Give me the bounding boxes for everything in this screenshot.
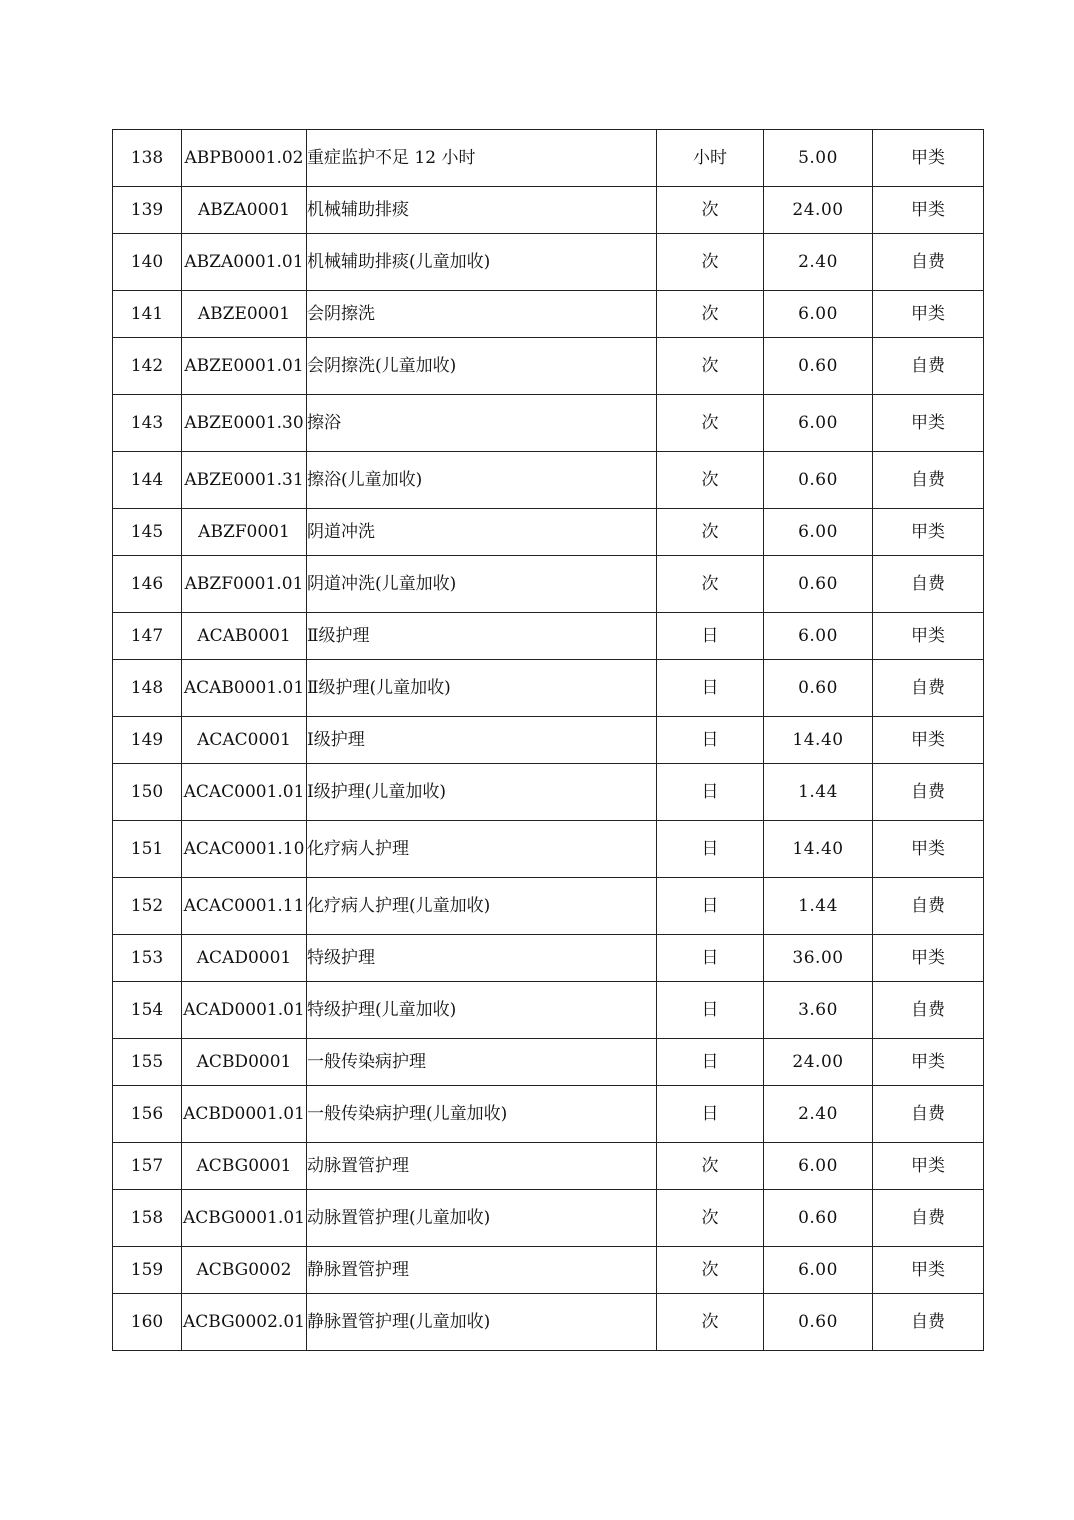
item-code-cell: ACAB0001 (182, 613, 307, 660)
item-code-cell: ABPB0001.02 (182, 130, 307, 187)
item-number-cell: 147 (113, 613, 182, 660)
fee-table-body (113, 130, 984, 1351)
table-row (113, 234, 984, 291)
item-unit-cell: 次 (657, 291, 764, 338)
item-price-cell: 0.60 (764, 1190, 873, 1247)
table-row (113, 1143, 984, 1190)
item-price-cell: 3.60 (764, 982, 873, 1039)
item-name-cell: 特级护理 (307, 935, 657, 982)
item-category-cell: 自费 (873, 338, 984, 395)
item-category-cell: 自费 (873, 1190, 984, 1247)
item-unit-cell: 次 (657, 234, 764, 291)
item-number-cell: 146 (113, 556, 182, 613)
item-price-cell: 36.00 (764, 935, 873, 982)
item-unit-cell: 日 (657, 764, 764, 821)
table-row (113, 452, 984, 509)
item-name-cell: 动脉置管护理 (307, 1143, 657, 1190)
item-number-cell: 159 (113, 1247, 182, 1294)
item-name-cell: 重症监护不足 12 小时 (307, 130, 657, 187)
item-name-cell: 特级护理(儿童加收) (307, 982, 657, 1039)
table-row (113, 764, 984, 821)
item-number-cell: 158 (113, 1190, 182, 1247)
item-number-cell: 151 (113, 821, 182, 878)
item-code-cell: ACAB0001.01 (182, 660, 307, 717)
item-code-cell: ABZA0001 (182, 187, 307, 234)
item-number-cell: 140 (113, 234, 182, 291)
table-row (113, 1086, 984, 1143)
table-row (113, 660, 984, 717)
item-price-cell: 6.00 (764, 1143, 873, 1190)
item-name-cell: Ⅱ级护理(儿童加收) (307, 660, 657, 717)
item-unit-cell: 次 (657, 187, 764, 234)
item-code-cell: ACAC0001.01 (182, 764, 307, 821)
table-row (113, 395, 984, 452)
item-code-cell: ACBD0001.01 (182, 1086, 307, 1143)
item-price-cell: 1.44 (764, 878, 873, 935)
table-row (113, 982, 984, 1039)
item-number-cell: 154 (113, 982, 182, 1039)
table-row (113, 1247, 984, 1294)
item-category-cell: 甲类 (873, 1247, 984, 1294)
item-category-cell: 甲类 (873, 935, 984, 982)
item-category-cell: 自费 (873, 234, 984, 291)
item-number-cell: 152 (113, 878, 182, 935)
item-name-cell: 静脉置管护理(儿童加收) (307, 1294, 657, 1351)
item-price-cell: 6.00 (764, 291, 873, 338)
table-row (113, 1039, 984, 1086)
table-row (113, 821, 984, 878)
item-category-cell: 自费 (873, 764, 984, 821)
item-price-cell: 0.60 (764, 660, 873, 717)
item-name-cell: 会阴擦洗 (307, 291, 657, 338)
item-unit-cell: 次 (657, 452, 764, 509)
item-number-cell: 148 (113, 660, 182, 717)
table-row (113, 717, 984, 764)
item-category-cell: 甲类 (873, 187, 984, 234)
item-price-cell: 24.00 (764, 1039, 873, 1086)
item-unit-cell: 日 (657, 613, 764, 660)
item-code-cell: ACBD0001 (182, 1039, 307, 1086)
item-unit-cell: 次 (657, 395, 764, 452)
item-number-cell: 144 (113, 452, 182, 509)
item-number-cell: 157 (113, 1143, 182, 1190)
item-unit-cell: 日 (657, 878, 764, 935)
item-number-cell: 150 (113, 764, 182, 821)
item-price-cell: 0.60 (764, 556, 873, 613)
table-row (113, 130, 984, 187)
item-number-cell: 138 (113, 130, 182, 187)
item-unit-cell: 日 (657, 821, 764, 878)
fee-table (112, 129, 984, 1351)
item-code-cell: ACAC0001.10 (182, 821, 307, 878)
item-name-cell: 静脉置管护理 (307, 1247, 657, 1294)
item-code-cell: ACAC0001.11 (182, 878, 307, 935)
item-price-cell: 6.00 (764, 509, 873, 556)
item-code-cell: ABZE0001.30 (182, 395, 307, 452)
item-number-cell: 160 (113, 1294, 182, 1351)
item-code-cell: ABZF0001 (182, 509, 307, 556)
item-category-cell: 自费 (873, 982, 984, 1039)
table-row (113, 878, 984, 935)
table-row (113, 613, 984, 660)
item-category-cell: 甲类 (873, 509, 984, 556)
item-category-cell: 甲类 (873, 395, 984, 452)
item-name-cell: 机械辅助排痰(儿童加收) (307, 234, 657, 291)
item-code-cell: ACAD0001.01 (182, 982, 307, 1039)
item-name-cell: 化疗病人护理(儿童加收) (307, 878, 657, 935)
item-name-cell: Ⅰ级护理(儿童加收) (307, 764, 657, 821)
item-number-cell: 142 (113, 338, 182, 395)
item-number-cell: 155 (113, 1039, 182, 1086)
item-unit-cell: 次 (657, 1190, 764, 1247)
item-number-cell: 156 (113, 1086, 182, 1143)
item-name-cell: 机械辅助排痰 (307, 187, 657, 234)
item-price-cell: 6.00 (764, 1247, 873, 1294)
item-price-cell: 2.40 (764, 1086, 873, 1143)
item-unit-cell: 次 (657, 1143, 764, 1190)
item-unit-cell: 次 (657, 1294, 764, 1351)
item-name-cell: 一般传染病护理 (307, 1039, 657, 1086)
item-price-cell: 14.40 (764, 821, 873, 878)
item-code-cell: ABZE0001.31 (182, 452, 307, 509)
item-number-cell: 149 (113, 717, 182, 764)
item-unit-cell: 日 (657, 717, 764, 764)
item-number-cell: 145 (113, 509, 182, 556)
item-unit-cell: 次 (657, 509, 764, 556)
item-category-cell: 甲类 (873, 1039, 984, 1086)
item-code-cell: ACAD0001 (182, 935, 307, 982)
table-row (113, 291, 984, 338)
item-category-cell: 甲类 (873, 291, 984, 338)
item-price-cell: 6.00 (764, 613, 873, 660)
item-code-cell: ACBG0002.01 (182, 1294, 307, 1351)
item-code-cell: ACBG0001 (182, 1143, 307, 1190)
item-code-cell: ACAC0001 (182, 717, 307, 764)
item-category-cell: 自费 (873, 452, 984, 509)
table-row (113, 1294, 984, 1351)
item-unit-cell: 日 (657, 660, 764, 717)
item-category-cell: 自费 (873, 878, 984, 935)
item-name-cell: 擦浴(儿童加收) (307, 452, 657, 509)
item-number-cell: 139 (113, 187, 182, 234)
item-category-cell: 自费 (873, 1294, 984, 1351)
item-category-cell: 自费 (873, 660, 984, 717)
table-row (113, 556, 984, 613)
item-price-cell: 14.40 (764, 717, 873, 764)
item-number-cell: 141 (113, 291, 182, 338)
item-number-cell: 143 (113, 395, 182, 452)
item-price-cell: 6.00 (764, 395, 873, 452)
item-code-cell: ABZE0001.01 (182, 338, 307, 395)
item-unit-cell: 次 (657, 556, 764, 613)
item-unit-cell: 次 (657, 338, 764, 395)
item-category-cell: 自费 (873, 1086, 984, 1143)
item-price-cell: 1.44 (764, 764, 873, 821)
item-name-cell: 一般传染病护理(儿童加收) (307, 1086, 657, 1143)
item-price-cell: 24.00 (764, 187, 873, 234)
item-category-cell: 甲类 (873, 821, 984, 878)
item-category-cell: 甲类 (873, 717, 984, 764)
table-row (113, 1190, 984, 1247)
item-name-cell: 化疗病人护理 (307, 821, 657, 878)
item-name-cell: Ⅱ级护理 (307, 613, 657, 660)
item-category-cell: 甲类 (873, 1143, 984, 1190)
item-name-cell: 阴道冲洗 (307, 509, 657, 556)
item-code-cell: ABZE0001 (182, 291, 307, 338)
item-code-cell: ACBG0001.01 (182, 1190, 307, 1247)
item-price-cell: 0.60 (764, 338, 873, 395)
table-row (113, 509, 984, 556)
item-name-cell: 阴道冲洗(儿童加收) (307, 556, 657, 613)
item-name-cell: 擦浴 (307, 395, 657, 452)
item-name-cell: Ⅰ级护理 (307, 717, 657, 764)
item-unit-cell: 日 (657, 1086, 764, 1143)
item-unit-cell: 次 (657, 1247, 764, 1294)
fee-table-sheet (112, 129, 981, 1351)
table-row (113, 187, 984, 234)
item-price-cell: 0.60 (764, 1294, 873, 1351)
item-unit-cell: 日 (657, 1039, 764, 1086)
item-code-cell: ABZF0001.01 (182, 556, 307, 613)
table-row (113, 338, 984, 395)
item-unit-cell: 日 (657, 982, 764, 1039)
item-price-cell: 5.00 (764, 130, 873, 187)
item-name-cell: 会阴擦洗(儿童加收) (307, 338, 657, 395)
item-category-cell: 甲类 (873, 130, 984, 187)
item-price-cell: 2.40 (764, 234, 873, 291)
item-unit-cell: 小时 (657, 130, 764, 187)
item-price-cell: 0.60 (764, 452, 873, 509)
item-unit-cell: 日 (657, 935, 764, 982)
item-category-cell: 自费 (873, 556, 984, 613)
item-name-cell: 动脉置管护理(儿童加收) (307, 1190, 657, 1247)
item-code-cell: ACBG0002 (182, 1247, 307, 1294)
item-category-cell: 甲类 (873, 613, 984, 660)
item-code-cell: ABZA0001.01 (182, 234, 307, 291)
table-row (113, 935, 984, 982)
item-number-cell: 153 (113, 935, 182, 982)
